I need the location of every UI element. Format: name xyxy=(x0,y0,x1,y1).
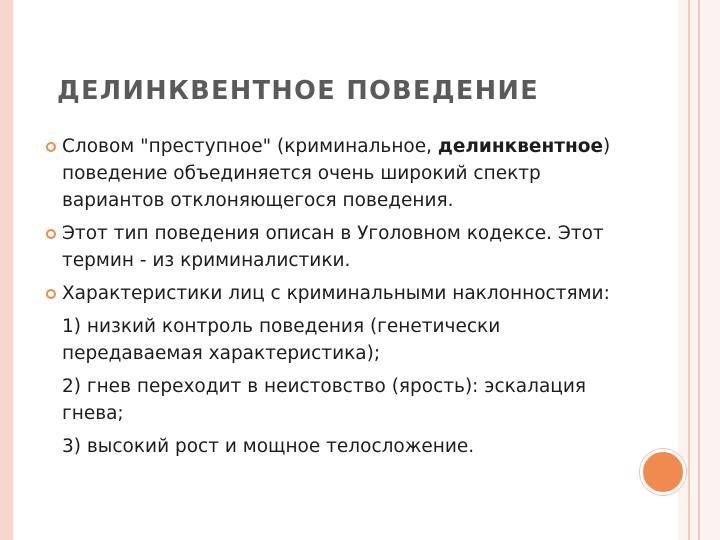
frame-stripe xyxy=(698,0,700,540)
bullet-item xyxy=(44,133,634,214)
sub-item: 1) низкий контроль поведения (генетически передаваемая характеристика); xyxy=(62,316,501,364)
slide-frame-right xyxy=(678,0,720,540)
slide-title: ДЕЛИНКВЕНТНОЕ ПОВЕДЕНИЕ xyxy=(57,76,540,106)
sub-item: 2) гнев переходит в неистовство (ярость): эскалация гнева; xyxy=(62,376,587,424)
bullet-text-bold: делинквентное xyxy=(437,136,604,157)
slide-content xyxy=(44,133,634,466)
sub-item: 3) высокий рост и мощное телосложение. xyxy=(62,436,475,457)
bullet-text: ) поведение объединяется очень широкий спектр вариантов отклоняющегося поведения. xyxy=(62,136,611,211)
bullet-icon xyxy=(46,289,56,299)
frame-stripe xyxy=(688,0,690,540)
slide-frame-left xyxy=(0,0,13,540)
bullet-text: Словом "преступное" (криминальное, xyxy=(62,136,438,157)
bullet-item xyxy=(44,280,634,307)
bullet-icon xyxy=(46,142,56,152)
bullet-text: Этот тип поведения описан в Уголовном кодексе. Этот термин - из криминалистики. xyxy=(62,223,604,271)
decorative-circle xyxy=(640,449,686,495)
bullet-icon xyxy=(46,229,56,239)
bullet-item xyxy=(44,220,634,274)
bullet-text: Характеристики лиц с криминальными наклонностями: xyxy=(62,283,610,304)
